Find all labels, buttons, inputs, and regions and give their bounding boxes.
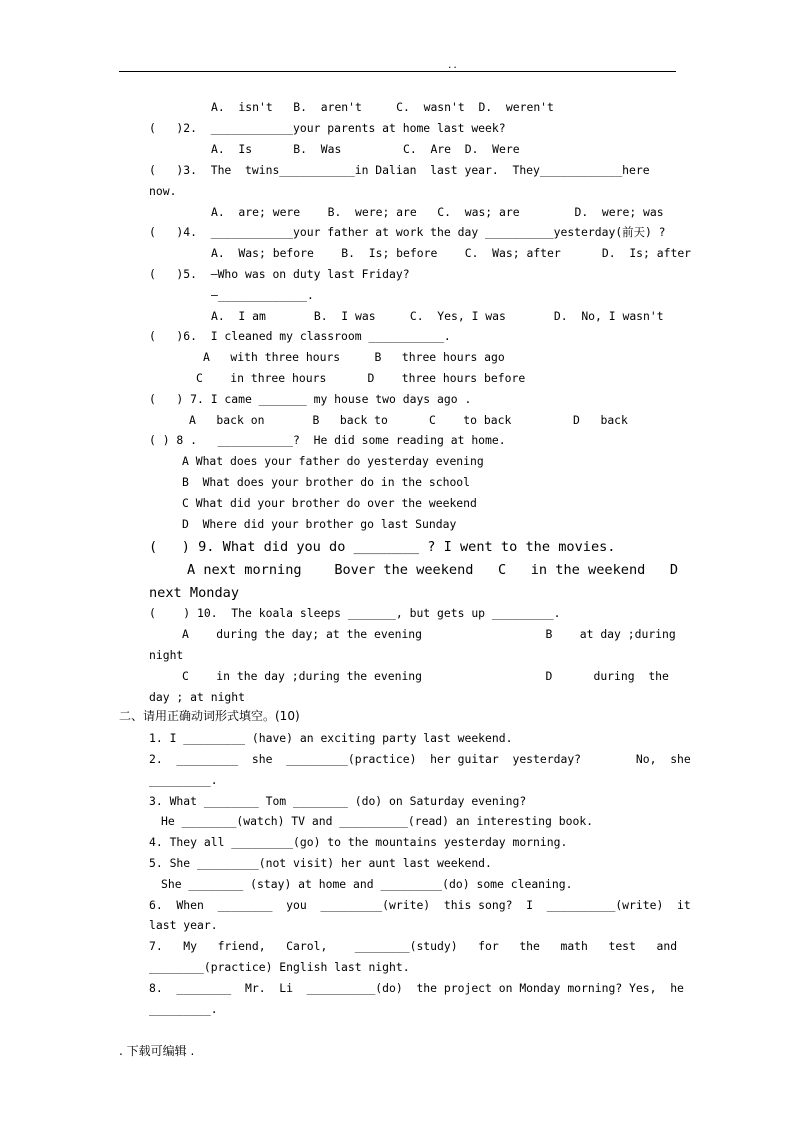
text-line: A. Was; before B. Is; before C. Was; after D. Is; after (211, 246, 692, 260)
text-line: 1. I _________ (have) an exciting party last weekend. (149, 731, 513, 745)
text-line: ( )2. ____________your parents at home last week? (149, 121, 506, 135)
text-line: —_____________. (211, 288, 314, 302)
text-line: ( )4. ____________your father at work the day __________yesterday(前天) ? (149, 225, 666, 239)
text-line: B What does your brother do in the school (182, 475, 471, 489)
text-line: ( )5. —Who was on duty last Friday? (149, 267, 410, 281)
text-line: A back on B back to C to back D back (189, 413, 628, 427)
text-line: He ________(watch) TV and __________(read) an interesting book. (161, 814, 594, 828)
text-line: ( ) 8 . ___________? He did some reading at home. (149, 433, 506, 447)
text-line: 4. They all _________(go) to the mountains yesterday morning. (149, 835, 568, 849)
text-line: ( ) 7. I came _______ my house two days ago . (149, 392, 472, 406)
text-line: 8. ________ Mr. Li __________(do) the project on Monday morning? Yes, he (149, 981, 684, 995)
text-line: _________. (149, 773, 218, 787)
text-line: _________. (149, 1002, 218, 1016)
text-line: A next morning Bover the weekend C in the weekend D (187, 562, 679, 578)
text-line: ( )3. The twins___________in Dalian last year. They____________here (149, 163, 650, 177)
text-line: 2. _________ she _________(practice) her guitar yesterday? No, she (149, 752, 691, 766)
text-line: A during the day; at the evening B at day ;during (182, 627, 676, 641)
text-line: last year. (149, 918, 218, 932)
text-line: now. (149, 184, 177, 198)
text-line: ( ) 9. What did you do ________ ? I went to the movies. (149, 539, 616, 555)
text-line: day ; at night (149, 690, 246, 704)
text-line: A with three hours B three hours ago (203, 350, 505, 364)
text-line: ________(practice) English last night. (149, 960, 410, 974)
text-line: 5. She _________(not visit) her aunt last weekend. (149, 856, 492, 870)
text-line: D Where did your brother go last Sunday (182, 517, 457, 531)
text-line: night (149, 648, 184, 662)
text-line: C in the day ;during the evening D during the (182, 669, 669, 683)
text-line: A. are; were B. were; are C. was; are D. were; was (211, 205, 664, 219)
text-line: A What does your father do yesterday evening (182, 454, 484, 468)
text-line: ( ) 10. The koala sleeps _______, but gets up _________. (149, 606, 561, 620)
text-line: 7. My friend, Carol, ________(study) for the math test and (149, 939, 678, 953)
text-line: A. I am B. I was C. Yes, I was D. No, I wasn't (211, 309, 664, 323)
text-line: ( )6. I cleaned my classroom ___________. (149, 329, 451, 343)
header-dots: .. (447, 61, 458, 71)
text-line: C What did your brother do over the weekend (182, 496, 477, 510)
text-line: 3. What ________ Tom ________ (do) on Saturday evening? (149, 794, 527, 808)
text-line: A. Is B. Was C. Are D. Were (211, 142, 520, 156)
text-line: next Monday (149, 585, 240, 601)
page-footer: . 下载可编辑 . (119, 1044, 195, 1058)
text-line: She ________ (stay) at home and _________(do) some cleaning. (161, 877, 573, 891)
section-heading: 二、请用正确动词形式填空。(10) (119, 709, 300, 723)
text-line: C in three hours D three hours before (196, 371, 526, 385)
text-line: 6. When ________ you _________(write) this song? I __________(write) it (149, 898, 691, 912)
text-line: A. isn't B. aren't C. wasn't D. weren't (211, 100, 554, 114)
header-rule (119, 71, 676, 72)
